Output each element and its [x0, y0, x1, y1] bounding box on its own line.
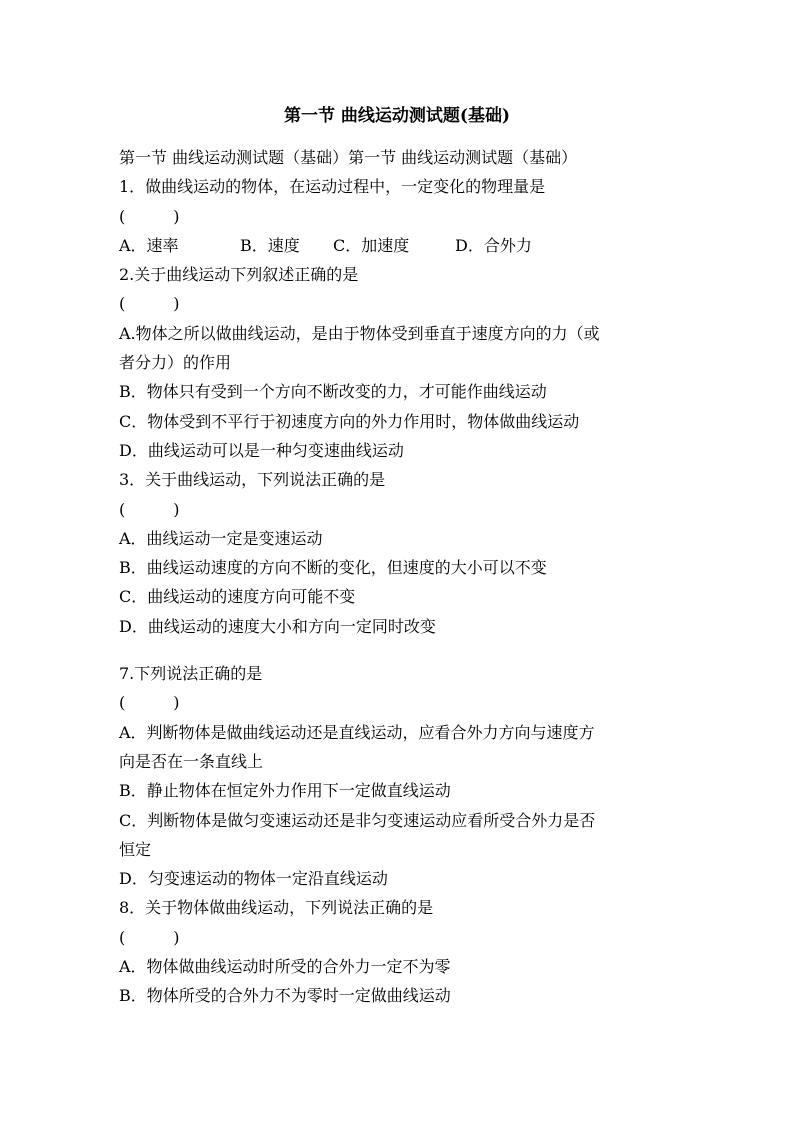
question-7-option-a: A．判断物体是做曲线运动还是直线运动，应看合外力方向与速度方 — [119, 722, 595, 742]
question-7-option-c-cont: 恒定 — [119, 839, 152, 859]
option-d: D．合外力 — [455, 235, 532, 255]
intro-line: 第一节 曲线运动测试题（基础）第一节 曲线运动测试题（基础） — [119, 148, 578, 167]
question-3-option-b: B．曲线运动速度的方向不断的变化，但速度的大小可以不变 — [119, 558, 547, 578]
question-7-option-c: C．判断物体是做匀变速运动还是非匀变速运动应看所受合外力是否 — [119, 810, 596, 830]
question-8-option-a: A．物体做曲线运动时所受的合外力一定不为零 — [119, 957, 451, 977]
question-2-stem: 2.关于曲线运动下列叙述正确的是 — [119, 265, 359, 285]
question-7-option-a-cont: 向是否在一条直线上 — [119, 751, 264, 771]
question-3-option-c: C．曲线运动的速度方向可能不变 — [119, 587, 356, 607]
question-8-option-b: B．物体所受的合外力不为零时一定做曲线运动 — [119, 986, 451, 1006]
question-1-stem: 1．做曲线运动的物体，在运动过程中，一定变化的物理量是 — [119, 177, 546, 197]
question-2-option-d: D．曲线运动可以是一种匀变速曲线运动 — [119, 440, 404, 460]
document-title: 第一节 曲线运动测试题(基础) — [283, 106, 510, 126]
question-1-options — [119, 231, 679, 260]
answer-blank: ( ) — [119, 294, 180, 314]
answer-blank: ( ) — [119, 927, 180, 947]
question-2-option-a: A.物体之所以做曲线运动，是由于物体受到垂直于速度方向的力（或 — [119, 323, 600, 343]
option-c: C．加速度 — [333, 235, 410, 255]
question-7-option-b: B．静止物体在恒定外力作用下一定做直线运动 — [119, 781, 451, 801]
question-8-stem: 8．关于物体做曲线运动，下列说法正确的是 — [119, 898, 434, 918]
question-2-option-b: B．物体只有受到一个方向不断改变的力，才可能作曲线运动 — [119, 382, 547, 402]
answer-blank: ( ) — [119, 693, 180, 713]
answer-blank: ( ) — [119, 206, 180, 226]
question-3-stem: 3．关于曲线运动，下列说法正确的是 — [119, 470, 386, 490]
question-2-option-a-cont: 者分力）的作用 — [119, 353, 232, 373]
question-3-option-a: A．曲线运动一定是变速运动 — [119, 528, 323, 548]
document-body — [119, 143, 679, 1011]
option-a: A．速率 — [119, 235, 179, 255]
paragraph-gap — [119, 641, 679, 659]
answer-blank: ( ) — [119, 499, 180, 519]
question-2-option-c: C．物体受到不平行于初速度方向的外力作用时，物体做曲线运动 — [119, 411, 580, 431]
question-7-stem: 7.下列说法正确的是 — [119, 664, 263, 684]
question-7-option-d: D．匀变速运动的物体一定沿直线运动 — [119, 869, 388, 889]
option-b: B．速度 — [240, 235, 300, 255]
question-3-option-d: D．曲线运动的速度大小和方向一定同时改变 — [119, 616, 436, 636]
